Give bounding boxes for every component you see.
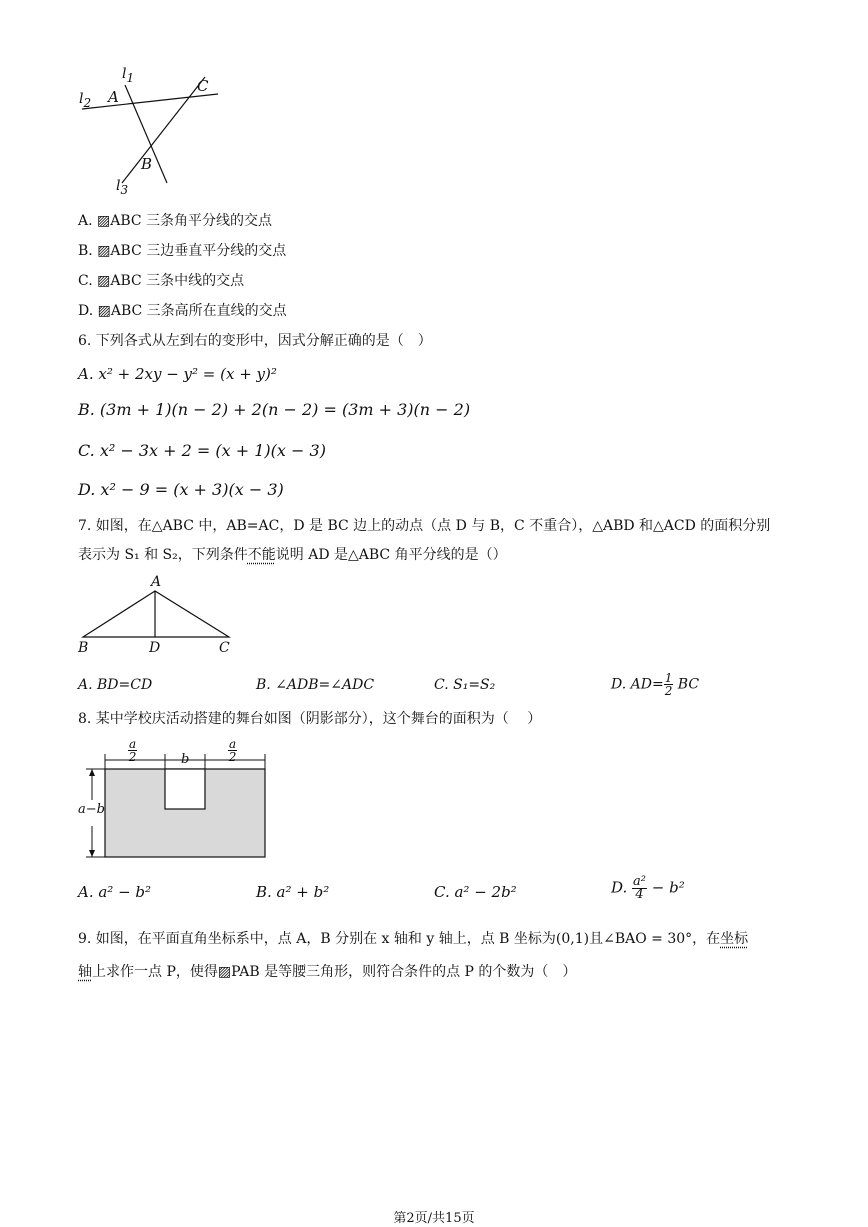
triangle-abc [83, 591, 229, 637]
q8-option-b[interactable]: B. a² + b² [256, 883, 330, 901]
label-l3: $l_3$ [116, 178, 129, 197]
q9-stem-line2: 轴上求作一点 P，使得▨PAB 是等腰三角形，则符合条件的点 P 的个数为（ ） [78, 964, 577, 980]
q6-option-c[interactable]: C. x² − 3x + 2 = (x + 1)(x − 3) [78, 441, 326, 460]
q6-option-a[interactable]: A. x² + 2xy − y² = (x + y)² [78, 365, 277, 383]
q5-option-c[interactable]: C. ▨ABC 三条中线的交点 [78, 273, 245, 289]
q6-stem: 6. 下列各式从左到右的变形中，因式分解正确的是（ ） [78, 333, 432, 349]
q8-label-b: b [181, 752, 190, 767]
q9-stem-line1: 9. 如图，在平面直角坐标系中，点 A，B 分别在 x 轴和 y 轴上，点 B 坐标为(0,1)且∠BAO = 30°，在坐标 [78, 931, 749, 947]
q8-label-a-half-right: $\frac{a}{2}$ [228, 737, 237, 764]
q8-label-a-minus-b: a−b [78, 802, 105, 817]
label-l1: $l_1$ [122, 66, 135, 85]
q7-option-c[interactable]: C. S₁=S₂ [434, 677, 496, 693]
q9-emphasis-1: 坐标 [720, 931, 749, 947]
label-B: B [141, 155, 153, 173]
q8-option-a[interactable]: A. a² − b² [78, 883, 152, 901]
q7-stem-line2: 表示为 S₁ 和 S₂，下列条件不能说明 AD 是△ABC 角平分线的是（） [78, 547, 507, 563]
label-C: C [197, 77, 209, 95]
q7-label-D: D [149, 640, 161, 656]
q7-option-a[interactable]: A. BD=CD [78, 677, 153, 693]
q8-option-c[interactable]: C. a² − 2b² [434, 883, 517, 901]
q8-stage-figure [78, 737, 278, 865]
page-footer: 第2页/共15页 [393, 1211, 475, 1226]
q7-label-C: C [219, 640, 230, 656]
q8-stem: 8. 某中学校庆活动搭建的舞台如图（阴影部分），这个舞台的面积为（ ） [78, 711, 542, 727]
q6-option-b[interactable]: B. (3m + 1)(n − 2) + 2(n − 2) = (3m + 3)(n − 2) [78, 400, 471, 419]
q7-triangle-figure [75, 585, 245, 645]
label-l2: $l_2$ [79, 91, 92, 110]
q8-label-a-half-left: $\frac{a}{2}$ [128, 737, 137, 764]
q7-label-A: A [151, 574, 162, 590]
q5-option-a[interactable]: A. ▨ABC 三条角平分线的交点 [78, 213, 273, 229]
q7-option-b[interactable]: B. ∠ADB=∠ADC [256, 677, 375, 693]
q8-option-d[interactable]: D. $\frac{\text{a²}}{4}$ − b² [611, 874, 685, 902]
q7-label-B: B [78, 640, 89, 656]
q7-option-d[interactable]: D. AD= $\frac{1}{2}$ BC [611, 671, 700, 698]
line-l3 [122, 77, 205, 183]
q6-option-d[interactable]: D. x² − 9 = (x + 3)(x − 3) [78, 480, 284, 499]
stage-cutout [165, 769, 205, 809]
label-A: A [108, 88, 119, 106]
q7-emphasis: 不能 [247, 547, 276, 563]
q5-option-d[interactable]: D. ▨ABC 三条高所在直线的交点 [78, 303, 287, 319]
q5-option-b[interactable]: B. ▨ABC 三边垂直平分线的交点 [78, 243, 287, 259]
q9-emphasis-2: 轴 [78, 964, 92, 980]
q7-stem-line1: 7. 如图，在△ABC 中，AB=AC，D 是 BC 边上的动点（点 D 与 B，C 不重合），△ABD 和△ACD 的面积分别 [78, 518, 771, 534]
line-l2 [82, 94, 218, 109]
